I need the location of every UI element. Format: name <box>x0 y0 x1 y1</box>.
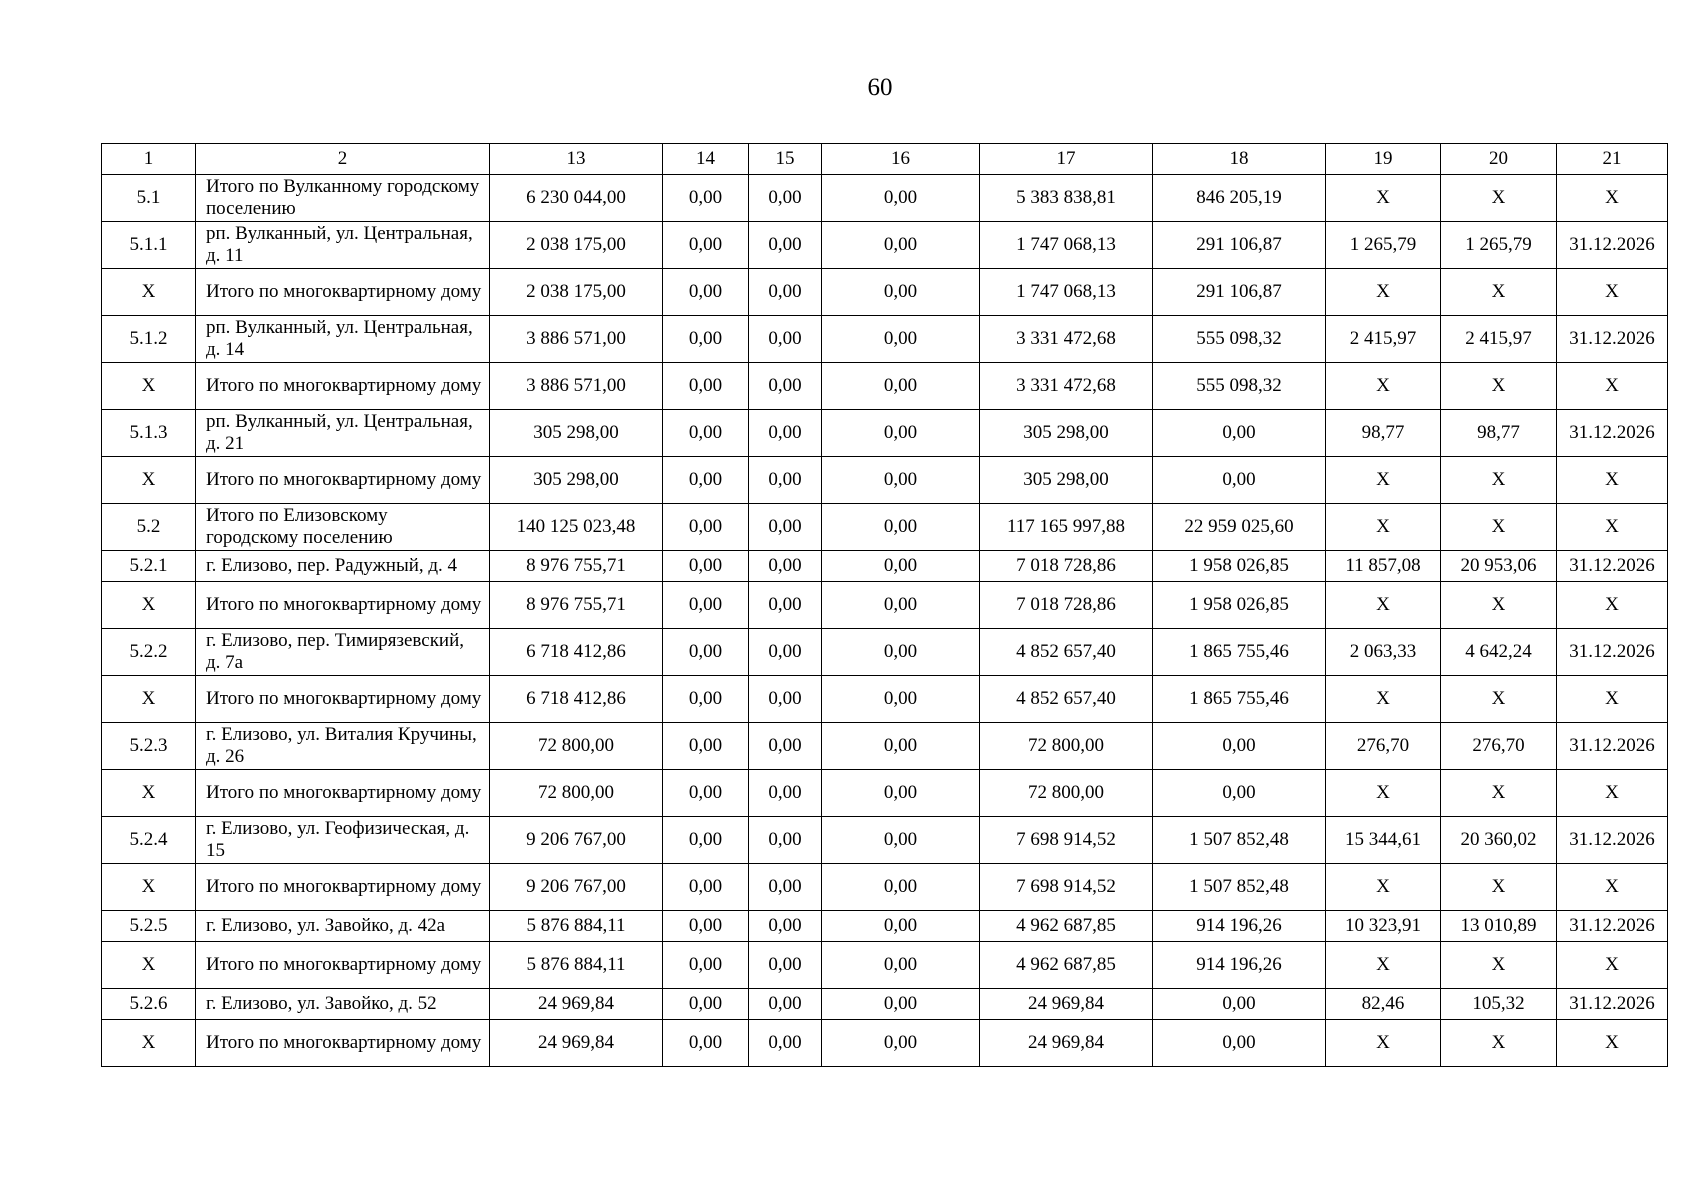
col-20-cell: Х <box>1441 676 1557 723</box>
col-13-cell: 6 718 412,86 <box>490 676 663 723</box>
col-13-cell: 305 298,00 <box>490 457 663 504</box>
col-16-cell: 0,00 <box>822 269 980 316</box>
col-20-cell: Х <box>1441 175 1557 222</box>
col-13-cell: 72 800,00 <box>490 723 663 770</box>
col-16-cell: 0,00 <box>822 911 980 942</box>
col-17-cell: 4 852 657,40 <box>980 676 1153 723</box>
col-16-cell: 0,00 <box>822 676 980 723</box>
col-16-cell: 0,00 <box>822 864 980 911</box>
col-18-cell: 1 865 755,46 <box>1153 629 1326 676</box>
col-17-cell: 117 165 997,88 <box>980 504 1153 551</box>
col-13-cell: 24 969,84 <box>490 989 663 1020</box>
table-row <box>102 222 1668 269</box>
column-header: 21 <box>1557 144 1668 175</box>
col-20-cell: Х <box>1441 504 1557 551</box>
object-name-cell: Итого по многоквартирному дому <box>196 676 490 723</box>
col-15-cell: 0,00 <box>749 676 822 723</box>
col-13-cell: 6 230 044,00 <box>490 175 663 222</box>
object-name-cell: Итого по многоквартирному дому <box>196 770 490 817</box>
col-16-cell: 0,00 <box>822 457 980 504</box>
col-16-cell: 0,00 <box>822 175 980 222</box>
col-19-cell: Х <box>1326 582 1441 629</box>
col-15-cell: 0,00 <box>749 723 822 770</box>
col-20-cell: 105,32 <box>1441 989 1557 1020</box>
object-name-cell: рп. Вулканный, ул. Центральная, д. 21 <box>196 410 490 457</box>
col-18-cell: 1 958 026,85 <box>1153 582 1326 629</box>
table-header-row <box>102 144 1668 175</box>
col-18-cell: 291 106,87 <box>1153 222 1326 269</box>
col-13-cell: 24 969,84 <box>490 1020 663 1067</box>
col-21-cell: Х <box>1557 269 1668 316</box>
col-18-cell: 1 958 026,85 <box>1153 551 1326 582</box>
column-header: 13 <box>490 144 663 175</box>
col-17-cell: 7 698 914,52 <box>980 864 1153 911</box>
col-21-cell: Х <box>1557 864 1668 911</box>
col-19-cell: 11 857,08 <box>1326 551 1441 582</box>
row-number-cell: Х <box>102 942 196 989</box>
col-13-cell: 305 298,00 <box>490 410 663 457</box>
object-name-cell: рп. Вулканный, ул. Центральная, д. 14 <box>196 316 490 363</box>
col-16-cell: 0,00 <box>822 629 980 676</box>
col-13-cell: 6 718 412,86 <box>490 629 663 676</box>
col-16-cell: 0,00 <box>822 222 980 269</box>
col-15-cell: 0,00 <box>749 1020 822 1067</box>
col-20-cell: Х <box>1441 770 1557 817</box>
col-15-cell: 0,00 <box>749 222 822 269</box>
table-row <box>102 551 1668 582</box>
table-row <box>102 723 1668 770</box>
col-15-cell: 0,00 <box>749 629 822 676</box>
col-18-cell: 1 507 852,48 <box>1153 864 1326 911</box>
column-header: 17 <box>980 144 1153 175</box>
table-row <box>102 363 1668 410</box>
page-number: 60 <box>867 74 893 101</box>
col-19-cell: Х <box>1326 269 1441 316</box>
col-20-cell: 276,70 <box>1441 723 1557 770</box>
col-21-cell: Х <box>1557 676 1668 723</box>
table-row <box>102 269 1668 316</box>
col-19-cell: Х <box>1326 504 1441 551</box>
col-16-cell: 0,00 <box>822 551 980 582</box>
row-number-cell: Х <box>102 457 196 504</box>
col-16-cell: 0,00 <box>822 989 980 1020</box>
table-row <box>102 1020 1668 1067</box>
col-17-cell: 72 800,00 <box>980 723 1153 770</box>
col-13-cell: 3 886 571,00 <box>490 316 663 363</box>
object-name-cell: г. Елизово, ул. Геофизическая, д. 15 <box>196 817 490 864</box>
col-17-cell: 7 018 728,86 <box>980 551 1153 582</box>
col-15-cell: 0,00 <box>749 457 822 504</box>
col-20-cell: 98,77 <box>1441 410 1557 457</box>
col-17-cell: 4 962 687,85 <box>980 942 1153 989</box>
table-row <box>102 175 1668 222</box>
col-13-cell: 140 125 023,48 <box>490 504 663 551</box>
col-15-cell: 0,00 <box>749 770 822 817</box>
column-header: 19 <box>1326 144 1441 175</box>
col-21-cell: Х <box>1557 175 1668 222</box>
col-15-cell: 0,00 <box>749 942 822 989</box>
col-19-cell: 15 344,61 <box>1326 817 1441 864</box>
col-19-cell: 276,70 <box>1326 723 1441 770</box>
table-row <box>102 676 1668 723</box>
col-18-cell: 846 205,19 <box>1153 175 1326 222</box>
col-17-cell: 24 969,84 <box>980 989 1153 1020</box>
col-20-cell: Х <box>1441 942 1557 989</box>
col-19-cell: 82,46 <box>1326 989 1441 1020</box>
col-15-cell: 0,00 <box>749 316 822 363</box>
row-number-cell: Х <box>102 1020 196 1067</box>
col-20-cell: 20 953,06 <box>1441 551 1557 582</box>
col-14-cell: 0,00 <box>663 363 749 410</box>
col-16-cell: 0,00 <box>822 504 980 551</box>
col-15-cell: 0,00 <box>749 175 822 222</box>
col-18-cell: 555 098,32 <box>1153 363 1326 410</box>
col-18-cell: 555 098,32 <box>1153 316 1326 363</box>
col-21-cell: 31.12.2026 <box>1557 551 1668 582</box>
col-17-cell: 7 018 728,86 <box>980 582 1153 629</box>
col-21-cell: Х <box>1557 770 1668 817</box>
col-16-cell: 0,00 <box>822 316 980 363</box>
row-number-cell: 5.2.5 <box>102 911 196 942</box>
col-18-cell: 0,00 <box>1153 723 1326 770</box>
col-14-cell: 0,00 <box>663 1020 749 1067</box>
table-row <box>102 457 1668 504</box>
col-16-cell: 0,00 <box>822 582 980 629</box>
object-name-cell: г. Елизово, пер. Тимирязевский, д. 7а <box>196 629 490 676</box>
col-13-cell: 9 206 767,00 <box>490 864 663 911</box>
row-number-cell: Х <box>102 770 196 817</box>
object-name-cell: Итого по Вулканному городскому поселению <box>196 175 490 222</box>
col-16-cell: 0,00 <box>822 723 980 770</box>
col-21-cell: 31.12.2026 <box>1557 817 1668 864</box>
table-row <box>102 316 1668 363</box>
col-20-cell: 13 010,89 <box>1441 911 1557 942</box>
col-19-cell: 2 063,33 <box>1326 629 1441 676</box>
col-20-cell: 2 415,97 <box>1441 316 1557 363</box>
col-14-cell: 0,00 <box>663 175 749 222</box>
col-13-cell: 72 800,00 <box>490 770 663 817</box>
row-number-cell: Х <box>102 582 196 629</box>
col-21-cell: 31.12.2026 <box>1557 989 1668 1020</box>
col-14-cell: 0,00 <box>663 723 749 770</box>
data-table <box>101 143 1668 1067</box>
table-row <box>102 582 1668 629</box>
table-row <box>102 629 1668 676</box>
col-16-cell: 0,00 <box>822 410 980 457</box>
col-19-cell: Х <box>1326 457 1441 504</box>
col-21-cell: Х <box>1557 1020 1668 1067</box>
col-18-cell: 291 106,87 <box>1153 269 1326 316</box>
col-17-cell: 305 298,00 <box>980 410 1153 457</box>
object-name-cell: г. Елизово, ул. Завойко, д. 42а <box>196 911 490 942</box>
col-21-cell: 31.12.2026 <box>1557 222 1668 269</box>
col-15-cell: 0,00 <box>749 504 822 551</box>
col-19-cell: Х <box>1326 1020 1441 1067</box>
table-row <box>102 911 1668 942</box>
col-21-cell: Х <box>1557 457 1668 504</box>
col-13-cell: 9 206 767,00 <box>490 817 663 864</box>
col-19-cell: 1 265,79 <box>1326 222 1441 269</box>
col-18-cell: 1 865 755,46 <box>1153 676 1326 723</box>
col-20-cell: Х <box>1441 582 1557 629</box>
col-17-cell: 4 962 687,85 <box>980 911 1153 942</box>
col-14-cell: 0,00 <box>663 770 749 817</box>
col-14-cell: 0,00 <box>663 817 749 864</box>
row-number-cell: 5.2.2 <box>102 629 196 676</box>
col-16-cell: 0,00 <box>822 942 980 989</box>
col-17-cell: 305 298,00 <box>980 457 1153 504</box>
col-19-cell: 98,77 <box>1326 410 1441 457</box>
table-row <box>102 989 1668 1020</box>
col-14-cell: 0,00 <box>663 676 749 723</box>
row-number-cell: 5.1 <box>102 175 196 222</box>
object-name-cell: г. Елизово, ул. Завойко, д. 52 <box>196 989 490 1020</box>
col-13-cell: 8 976 755,71 <box>490 551 663 582</box>
row-number-cell: 5.1.2 <box>102 316 196 363</box>
col-14-cell: 0,00 <box>663 269 749 316</box>
object-name-cell: Итого по многоквартирному дому <box>196 457 490 504</box>
row-number-cell: 5.1.1 <box>102 222 196 269</box>
col-15-cell: 0,00 <box>749 410 822 457</box>
col-18-cell: 0,00 <box>1153 770 1326 817</box>
col-18-cell: 914 196,26 <box>1153 942 1326 989</box>
object-name-cell: Итого по Елизовскому городскому поселению <box>196 504 490 551</box>
col-21-cell: Х <box>1557 942 1668 989</box>
col-17-cell: 1 747 068,13 <box>980 222 1153 269</box>
col-16-cell: 0,00 <box>822 1020 980 1067</box>
col-15-cell: 0,00 <box>749 989 822 1020</box>
col-14-cell: 0,00 <box>663 989 749 1020</box>
col-15-cell: 0,00 <box>749 269 822 316</box>
col-19-cell: Х <box>1326 864 1441 911</box>
col-18-cell: 1 507 852,48 <box>1153 817 1326 864</box>
table-row <box>102 770 1668 817</box>
col-21-cell: 31.12.2026 <box>1557 316 1668 363</box>
column-header: 15 <box>749 144 822 175</box>
col-17-cell: 72 800,00 <box>980 770 1153 817</box>
col-16-cell: 0,00 <box>822 363 980 410</box>
col-17-cell: 1 747 068,13 <box>980 269 1153 316</box>
col-21-cell: Х <box>1557 504 1668 551</box>
table-row <box>102 504 1668 551</box>
table-row <box>102 817 1668 864</box>
row-number-cell: Х <box>102 363 196 410</box>
col-19-cell: Х <box>1326 175 1441 222</box>
col-20-cell: 1 265,79 <box>1441 222 1557 269</box>
col-20-cell: Х <box>1441 1020 1557 1067</box>
col-14-cell: 0,00 <box>663 551 749 582</box>
col-20-cell: 4 642,24 <box>1441 629 1557 676</box>
col-13-cell: 2 038 175,00 <box>490 269 663 316</box>
col-20-cell: 20 360,02 <box>1441 817 1557 864</box>
table-row <box>102 864 1668 911</box>
row-number-cell: Х <box>102 676 196 723</box>
col-19-cell: 2 415,97 <box>1326 316 1441 363</box>
col-19-cell: Х <box>1326 363 1441 410</box>
col-18-cell: 0,00 <box>1153 989 1326 1020</box>
col-14-cell: 0,00 <box>663 410 749 457</box>
col-15-cell: 0,00 <box>749 551 822 582</box>
col-13-cell: 5 876 884,11 <box>490 942 663 989</box>
object-name-cell: г. Елизово, ул. Виталия Кручины, д. 26 <box>196 723 490 770</box>
col-17-cell: 24 969,84 <box>980 1020 1153 1067</box>
col-18-cell: 0,00 <box>1153 457 1326 504</box>
object-name-cell: Итого по многоквартирному дому <box>196 942 490 989</box>
object-name-cell: Итого по многоквартирному дому <box>196 582 490 629</box>
column-header: 1 <box>102 144 196 175</box>
col-14-cell: 0,00 <box>663 316 749 363</box>
col-13-cell: 5 876 884,11 <box>490 911 663 942</box>
col-16-cell: 0,00 <box>822 817 980 864</box>
col-15-cell: 0,00 <box>749 817 822 864</box>
column-header: 14 <box>663 144 749 175</box>
object-name-cell: Итого по многоквартирному дому <box>196 1020 490 1067</box>
col-14-cell: 0,00 <box>663 942 749 989</box>
col-17-cell: 4 852 657,40 <box>980 629 1153 676</box>
table-row <box>102 942 1668 989</box>
col-19-cell: Х <box>1326 770 1441 817</box>
col-13-cell: 8 976 755,71 <box>490 582 663 629</box>
col-18-cell: 914 196,26 <box>1153 911 1326 942</box>
col-14-cell: 0,00 <box>663 504 749 551</box>
col-20-cell: Х <box>1441 864 1557 911</box>
col-17-cell: 3 331 472,68 <box>980 363 1153 410</box>
col-14-cell: 0,00 <box>663 222 749 269</box>
col-18-cell: 0,00 <box>1153 410 1326 457</box>
col-18-cell: 0,00 <box>1153 1020 1326 1067</box>
col-19-cell: Х <box>1326 942 1441 989</box>
col-21-cell: 31.12.2026 <box>1557 723 1668 770</box>
object-name-cell: Итого по многоквартирному дому <box>196 864 490 911</box>
col-21-cell: Х <box>1557 363 1668 410</box>
col-14-cell: 0,00 <box>663 864 749 911</box>
column-header: 18 <box>1153 144 1326 175</box>
row-number-cell: Х <box>102 864 196 911</box>
row-number-cell: 5.2 <box>102 504 196 551</box>
object-name-cell: Итого по многоквартирному дому <box>196 269 490 316</box>
col-21-cell: 31.12.2026 <box>1557 911 1668 942</box>
col-14-cell: 0,00 <box>663 911 749 942</box>
col-16-cell: 0,00 <box>822 770 980 817</box>
column-header: 20 <box>1441 144 1557 175</box>
col-15-cell: 0,00 <box>749 864 822 911</box>
object-name-cell: рп. Вулканный, ул. Центральная, д. 11 <box>196 222 490 269</box>
col-21-cell: 31.12.2026 <box>1557 629 1668 676</box>
col-15-cell: 0,00 <box>749 911 822 942</box>
col-14-cell: 0,00 <box>663 629 749 676</box>
col-18-cell: 22 959 025,60 <box>1153 504 1326 551</box>
column-header: 16 <box>822 144 980 175</box>
row-number-cell: 5.2.4 <box>102 817 196 864</box>
table-row <box>102 410 1668 457</box>
col-17-cell: 3 331 472,68 <box>980 316 1153 363</box>
col-19-cell: 10 323,91 <box>1326 911 1441 942</box>
col-17-cell: 5 383 838,81 <box>980 175 1153 222</box>
object-name-cell: Итого по многоквартирному дому <box>196 363 490 410</box>
col-20-cell: Х <box>1441 457 1557 504</box>
row-number-cell: 5.1.3 <box>102 410 196 457</box>
col-14-cell: 0,00 <box>663 582 749 629</box>
row-number-cell: 5.2.6 <box>102 989 196 1020</box>
col-21-cell: 31.12.2026 <box>1557 410 1668 457</box>
row-number-cell: 5.2.3 <box>102 723 196 770</box>
col-20-cell: Х <box>1441 269 1557 316</box>
col-20-cell: Х <box>1441 363 1557 410</box>
col-14-cell: 0,00 <box>663 457 749 504</box>
column-header: 2 <box>196 144 490 175</box>
col-15-cell: 0,00 <box>749 363 822 410</box>
col-13-cell: 3 886 571,00 <box>490 363 663 410</box>
col-15-cell: 0,00 <box>749 582 822 629</box>
object-name-cell: г. Елизово, пер. Радужный, д. 4 <box>196 551 490 582</box>
row-number-cell: 5.2.1 <box>102 551 196 582</box>
col-17-cell: 7 698 914,52 <box>980 817 1153 864</box>
row-number-cell: Х <box>102 269 196 316</box>
col-13-cell: 2 038 175,00 <box>490 222 663 269</box>
col-19-cell: Х <box>1326 676 1441 723</box>
col-21-cell: Х <box>1557 582 1668 629</box>
